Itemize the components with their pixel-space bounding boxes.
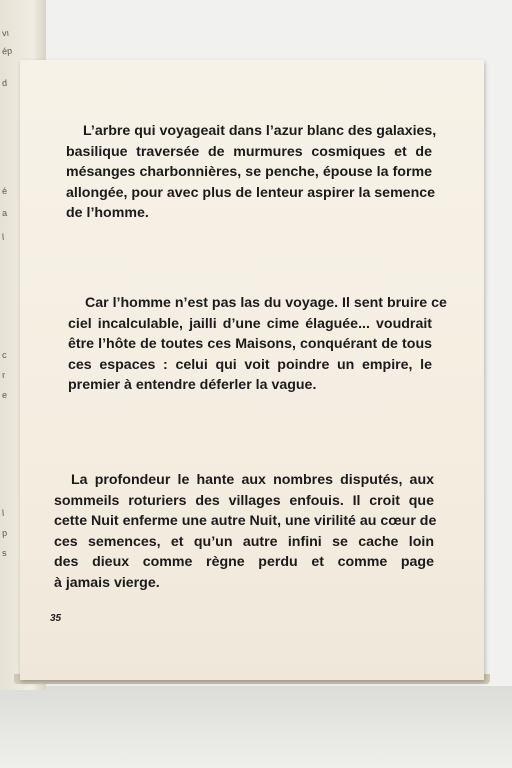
text-line: basilique traversée de murmures cosmiques et de [66, 143, 432, 160]
bleed-text: vı [1, 27, 10, 39]
text-line: sommeils roturiers des villages enfouis. Il croit que [54, 492, 434, 509]
paragraph-3 [54, 470, 437, 593]
text-line: allongée, pour avec plus de lenteur aspirer la semence [66, 184, 436, 201]
bleed-text: e [1, 389, 8, 401]
bleed-text: ép [1, 45, 13, 57]
text-line: à jamais vierge. [54, 574, 160, 591]
text-line: être l’hôte de toutes ces Maisons, conquérant de tous [68, 336, 432, 352]
bleed-text: s [1, 547, 7, 559]
text-line: ces espaces : celui qui voit poindre un empire, le [68, 356, 432, 373]
paragraph-1 [66, 121, 437, 224]
paragraph-2 [68, 293, 447, 396]
text-line: L’arbre qui voyageait dans l’azur blanc des galaxies, [83, 123, 437, 139]
bleed-text: r [1, 369, 6, 381]
text-line: mésanges charbonnières, se penche, épouse la forme [66, 164, 432, 180]
bleed-text: l [1, 231, 5, 243]
bleed-text: a [1, 207, 8, 219]
bleed-text: c [1, 349, 7, 361]
background-surface [0, 686, 512, 768]
bleed-text: p [1, 527, 8, 539]
bleed-text: d [1, 77, 8, 89]
book-page [20, 60, 484, 680]
text-line: ciel incalculable, jailli d’une cime élaguée... voudrait [68, 315, 432, 332]
bleed-text: é [1, 185, 8, 197]
text-line: ces semences, et qu’un autre infini se cache loin [54, 533, 434, 550]
text-line: cette Nuit enferme une autre Nuit, une virilité au cœur de [54, 513, 437, 529]
text-line: La profondeur le hante aux nombres disputés, aux [71, 472, 434, 488]
text-line: de l’homme. [66, 205, 149, 221]
text-line: Car l’homme n’est pas las du voyage. Il sent bruire ce [85, 295, 447, 311]
bleed-text: l [1, 507, 5, 519]
page-number: 35 [50, 613, 62, 624]
text-line: des dieux comme règne perdu et comme page [54, 554, 434, 570]
text-line: premier à entendre déferler la vague. [68, 377, 317, 393]
